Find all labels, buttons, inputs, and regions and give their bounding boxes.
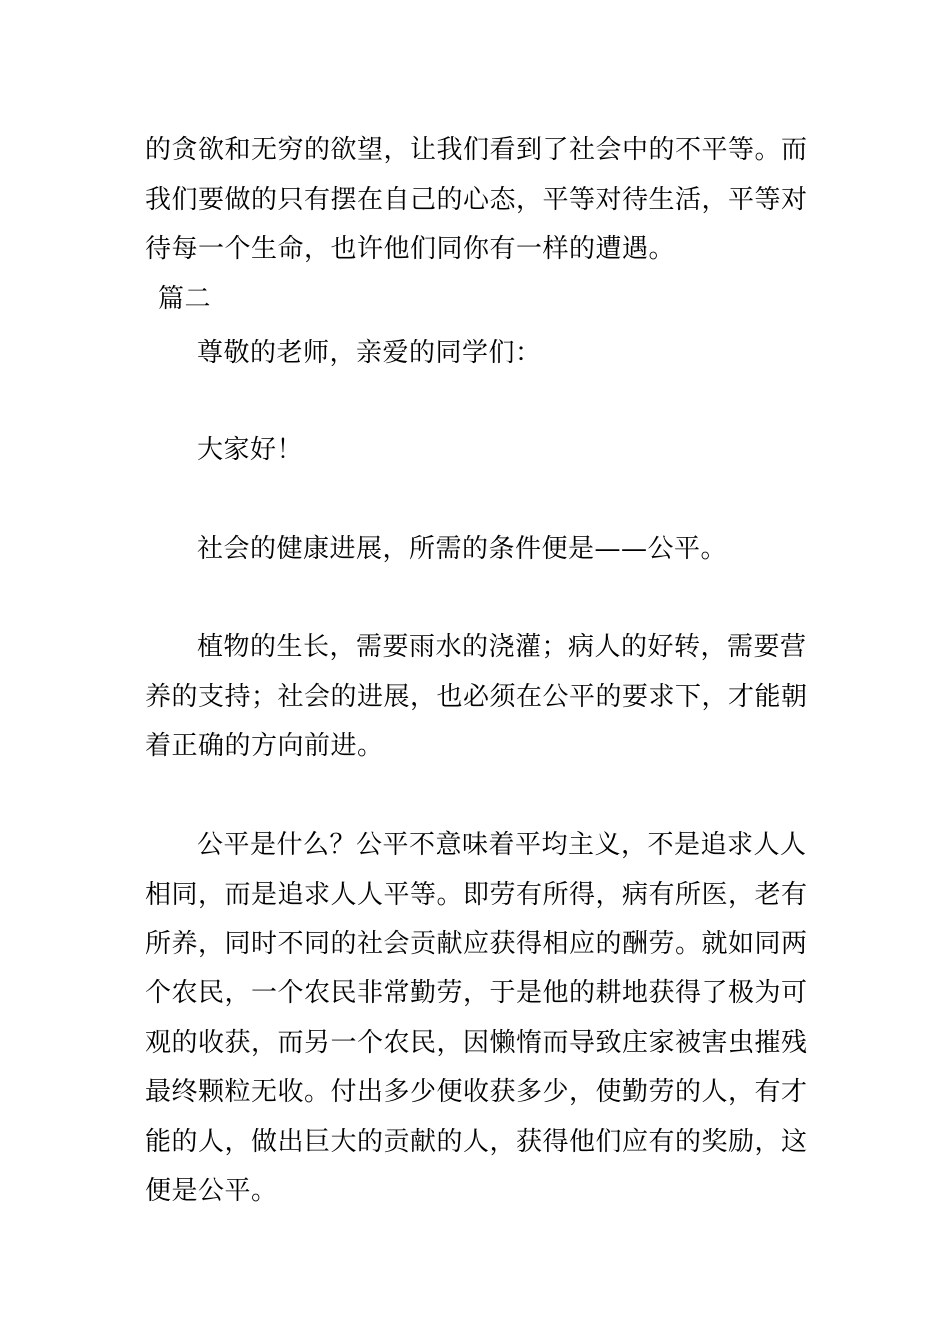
paragraph-3-line-7: 能的人，做出巨大的贡献的人，获得他们应有的奖励，这 <box>145 1127 808 1157</box>
intro-line-2: 我们要做的只有摆在自己的心态，平等对待生活，平等对 <box>145 185 808 215</box>
paragraph-2-line-3: 着正确的方向前进。 <box>145 731 384 761</box>
paragraph-3-line-4: 个农民，一个农民非常勤劳，于是他的耕地获得了极为可 <box>145 978 808 1008</box>
paragraph-2-line-2: 养的支持；社会的进展，也必须在公平的要求下，才能朝 <box>145 682 808 712</box>
salutation: 尊敬的老师，亲爱的同学们： <box>197 338 542 368</box>
paragraph-3-line-8: 便是公平。 <box>145 1176 278 1206</box>
section-title: 篇二 <box>158 284 212 314</box>
paragraph-3-line-3: 所养，同时不同的社会贡献应获得相应的酬劳。就如同两 <box>145 929 808 959</box>
paragraph-3-line-1: 公平是什么？公平不意味着平均主义，不是追求人人 <box>197 830 807 860</box>
paragraph-3-line-5: 观的收获，而另一个农民，因懒惰而导致庄家被害虫摧残 <box>145 1028 808 1058</box>
paragraph-1: 社会的健康进展，所需的条件便是——公平。 <box>197 534 728 564</box>
paragraph-3-line-2: 相同，而是追求人人平等。即劳有所得，病有所医，老有 <box>145 880 808 910</box>
intro-line-3: 待每一个生命，也许他们同你有一样的遭遇。 <box>145 234 676 264</box>
intro-line-1: 的贪欲和无穷的欲望，让我们看到了社会中的不平等。而 <box>145 135 808 165</box>
paragraph-2-line-1: 植物的生长，需要雨水的浇灌；病人的好转，需要营 <box>197 632 807 662</box>
paragraph-3-line-6: 最终颗粒无收。付出多少便收获多少，使勤劳的人，有才 <box>145 1077 808 1107</box>
greeting: 大家好！ <box>197 435 304 465</box>
